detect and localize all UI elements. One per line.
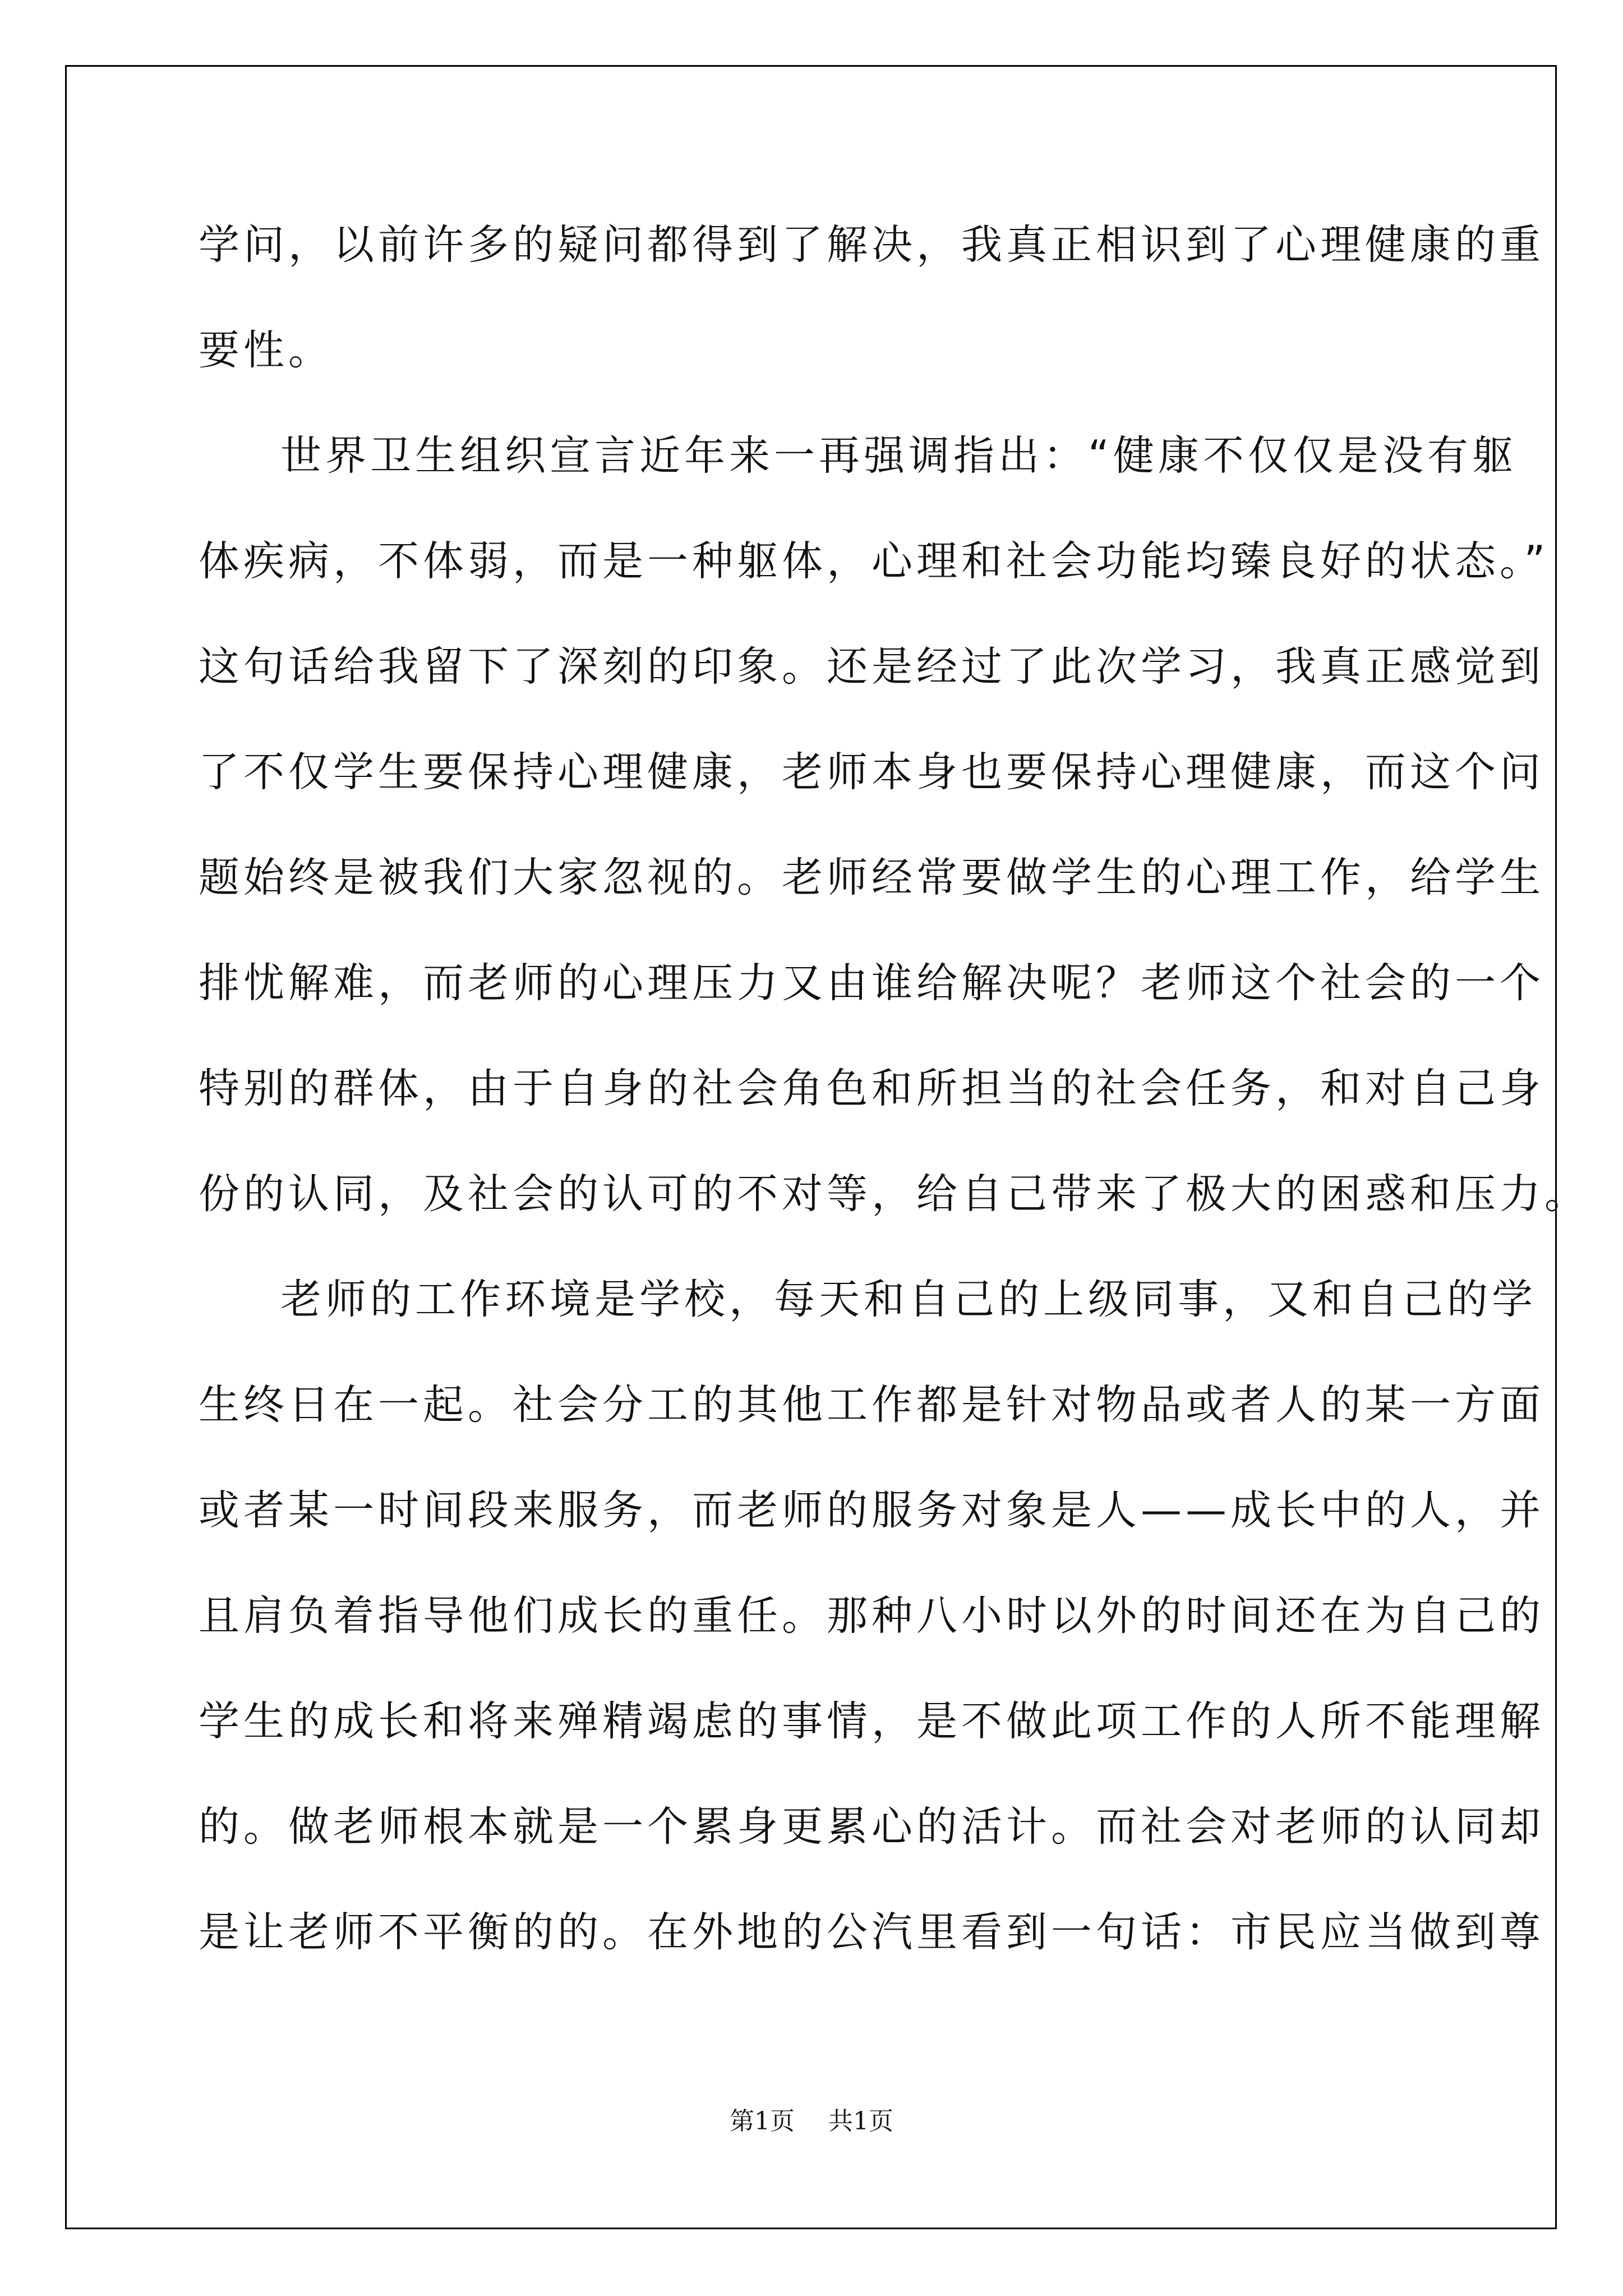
text-line: 学问，以前许多的疑问都得到了解决，我真正相识到了心理健康的重 [199, 221, 1544, 269]
text-line: 份的认同，及社会的认可的不对等，给自己带来了极大的困惑和压力。 [199, 1170, 1589, 1218]
text-line: 是让老师不平衡的的。在外地的公汽里看到一句话：市民应当做到尊 [199, 1908, 1544, 1956]
page-number: 第1页 [730, 2107, 795, 2136]
text-line: 这句话给我留下了深刻的印象。还是经过了此次学习，我真正感觉到 [199, 643, 1544, 691]
text-line: 排忧解难，而老师的心理压力又由谁给解决呢？老师这个社会的一个 [199, 959, 1544, 1007]
text-line: 学生的成长和将来殚精竭虑的事情，是不做此项工作的人所不能理解 [199, 1697, 1544, 1745]
text-line: 生终日在一起。社会分工的其他工作都是针对物品或者人的某一方面 [199, 1381, 1544, 1429]
page-border [65, 65, 1557, 2229]
text-line: 或者某一时间段来服务，而老师的服务对象是人——成长中的人，并 [199, 1487, 1544, 1534]
text-line: 体疾病，不体弱，而是一种躯体，心理和社会功能均臻良好的状态。” [199, 537, 1550, 585]
text-line: 要性。 [199, 326, 333, 374]
page-footer [0, 2101, 1623, 2137]
text-line: 且肩负着指导他们成长的重任。那种八小时以外的时间还在为自己的 [199, 1592, 1544, 1640]
text-line: 老师的工作环境是学校，每天和自己的上级同事，又和自己的学 [280, 1276, 1537, 1323]
page-total: 共1页 [828, 2107, 893, 2136]
text-line: 特别的群体，由于自身的社会角色和所担当的社会任务，和对自己身 [199, 1065, 1544, 1112]
text-line: 世界卫生组织宣言近年来一再强调指出：“健康不仅仅是没有躯 [280, 432, 1517, 480]
text-line: 了不仅学生要保持心理健康，老师本身也要保持心理健康，而这个问 [199, 748, 1544, 796]
text-line: 题始终是被我们大家忽视的。老师经常要做学生的心理工作，给学生 [199, 854, 1544, 901]
text-line: 的。做老师根本就是一个累身更累心的活计。而社会对老师的认同却 [199, 1803, 1544, 1851]
